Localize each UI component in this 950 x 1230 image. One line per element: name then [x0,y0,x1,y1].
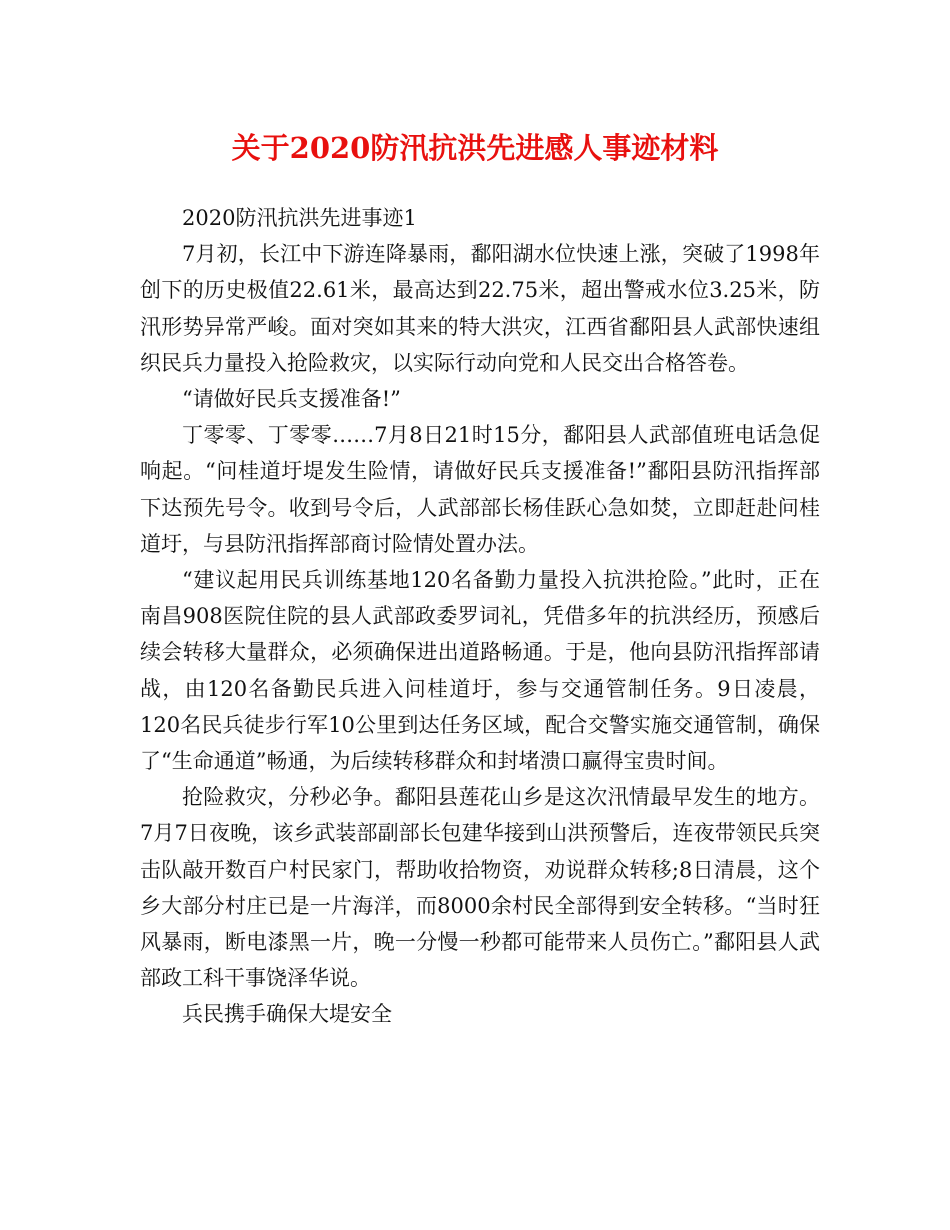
body-paragraph: 7月初，长江中下游连降暴雨，鄱阳湖水位快速上涨，突破了1998年创下的历史极值22.61米，最高达到22.75米，超出警戒水位3.25米，防汛形势异常严峻。面对突如其来的特大洪灾，江西省鄱阳县人武部快速组织民兵力量投入抢险救灾，以实际行动向党和人民交出合格答卷。 [140,242,820,375]
section-heading: 2020防汛抗洪先进事迹1 [182,206,417,230]
subheading: 兵民携手确保大堤安全 [182,1002,392,1027]
document-body [140,200,820,1033]
body-paragraph: “建议起用民兵训练基地120名备勤力量投入抗洪抢险。”此时，正在南昌908医院住院的县人武部政委罗词礼，凭借多年的抗洪经历，预感后续会转移大量群众，必须确保进出道路畅通。于是，他向县防汛指挥部请战，由120名备勤民兵进入问桂道圩，参与交通管制任务。9日凌晨，120名民兵徒步行军10公里到达任务区域，配合交警实施交通管制，确保了“生命通道”畅通，为后续转移群众和封堵溃口赢得宝贵时间。 [140,568,820,774]
body-paragraph: 丁零零、丁零零……7月8日21时15分，鄱阳县人武部值班电话急促响起。“问桂道圩堤发生险情，请做好民兵支援准备!”鄱阳县防汛指挥部下达预先号令。收到号令后，人武部部长杨佳跃心急如焚，立即赶赴问桂道圩，与县防汛指挥部商讨险情处置办法。 [140,423,820,556]
subheading-quote: “请做好民兵支援准备!” [182,387,401,412]
document-title: 关于2020防汛抗洪先进感人事迹材料 [231,131,719,165]
body-paragraph: 抢险救灾，分秒必争。鄱阳县莲花山乡是这次汛情最早发生的地方。7月7日夜晚，该乡武装部副部长包建华接到山洪预警后，连夜带领民兵突击队敲开数百户村民家门，帮助收拾物资，劝说群众转移;8日清晨，这个乡大部分村庄已是一片海洋，而8000余村民全部得到安全转移。“当时狂风暴雨，断电漆黑一片，晚一分慢一秒都可能带来人员伤亡。”鄱阳县人武部政工科干事饶泽华说。 [140,785,820,991]
